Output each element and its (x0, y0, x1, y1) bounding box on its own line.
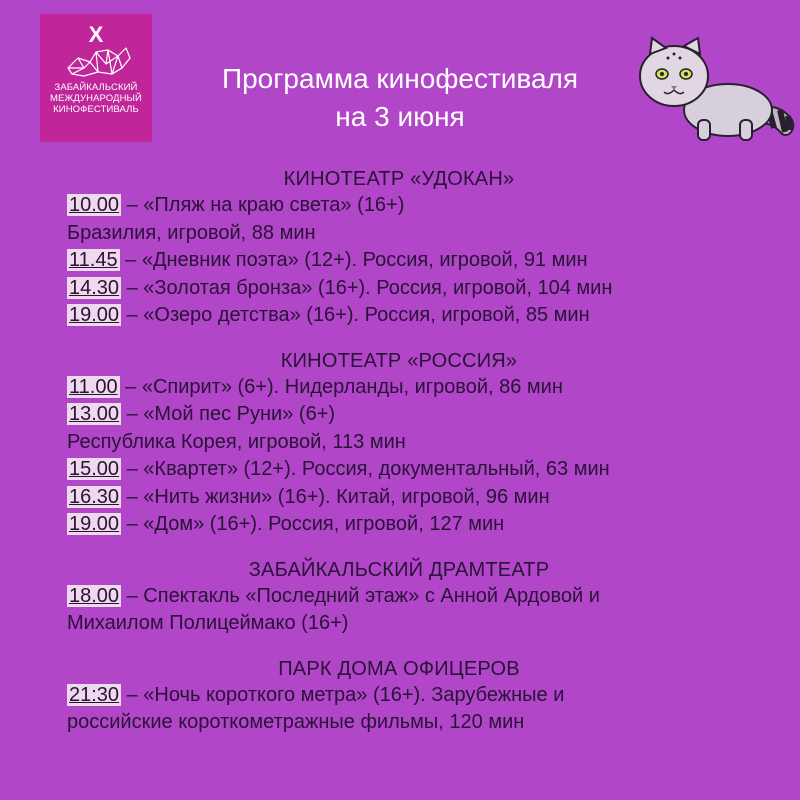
svg-text:X: X (88, 22, 104, 47)
showtime: 18.00 (69, 584, 120, 607)
event-text: – «Дом» (16+). Россия, игровой, 127 мин (121, 513, 505, 535)
showtime: 15.00 (69, 458, 120, 480)
schedule-line (67, 374, 787, 402)
schedule-line (67, 511, 787, 539)
showtime: 19.00 (69, 304, 120, 326)
event-text: – «Мой пес Руни» (6+) (121, 403, 336, 425)
showtime: 13.00 (69, 403, 120, 425)
schedule-line (67, 583, 787, 611)
event-text: – «Озеро детства» (16+). Россия, игровой, 85 мин (121, 304, 590, 326)
event-text: – «Квартет» (12+). Россия, документальный, 63 мин (121, 458, 610, 480)
logo-line: ЗАБАЙКАЛЬСКИЙ (54, 82, 138, 93)
schedule-line (67, 610, 787, 638)
showtime: 14.30 (69, 276, 120, 299)
event-text: – «Дневник поэта» (12+). Россия, игровой, 91 мин (119, 249, 588, 271)
schedule-line (67, 302, 787, 330)
venue-section (67, 557, 787, 638)
event-text: – «Золотая бронза» (16+). Россия, игровой, 104 мин (121, 276, 613, 299)
showtime: 10.00 (69, 194, 120, 216)
venue-section (67, 348, 787, 539)
event-text: Республика Корея, игровой, 113 мин (67, 430, 406, 453)
festival-logo-icon (54, 22, 138, 80)
schedule-line (67, 709, 787, 737)
schedule-line (67, 192, 787, 220)
schedule-line (67, 456, 787, 484)
event-text: – «Пляж на краю света» (16+) (121, 194, 405, 216)
event-text: – «Нить жизни» (16+). Китай, игровой, 96 мин (121, 485, 550, 508)
venue-title: КИНОТЕАТР «УДОКАН» (283, 168, 515, 190)
showtime: 21:30 (69, 683, 120, 706)
logo-line: КИНОФЕСТИВАЛЬ (53, 104, 139, 115)
schedule-line (67, 484, 787, 512)
venue-title: ПАРК ДОМА ОФИЦЕРОВ (278, 657, 520, 680)
title-line-2: на 3 июня (335, 101, 465, 132)
title-line-1: Программа кинофестиваля (221, 63, 579, 94)
schedule-line (67, 682, 787, 710)
event-text: – «Спирит» (6+). Нидерланды, игровой, 86 мин (119, 375, 563, 398)
event-text: – «Ночь короткого метра» (16+). Зарубежные и (121, 683, 565, 706)
logo-line: МЕЖДУНАРОДНЫЙ (50, 93, 142, 104)
page-title (160, 60, 640, 136)
schedule-line (67, 429, 787, 457)
schedule-line (67, 247, 787, 275)
event-text: – Спектакль «Последний этаж» с Анной Ардовой и (121, 584, 600, 607)
schedule-line (67, 220, 787, 248)
venue-section (67, 166, 787, 330)
showtime: 19.00 (69, 513, 120, 535)
schedule-line (67, 275, 787, 303)
event-text: российские короткометражные фильмы, 120 мин (67, 711, 525, 733)
event-text: Бразилия, игровой, 88 мин (67, 221, 316, 244)
showtime: 16.30 (69, 485, 120, 508)
event-text: Михаилом Полицеймако (16+) (67, 612, 349, 634)
schedule-line (67, 401, 787, 429)
festival-logo (40, 14, 152, 142)
manul-cat-mascot-icon (628, 24, 798, 146)
venue-title: ЗАБАЙКАЛЬСКИЙ ДРАМТЕАТР (248, 558, 550, 581)
schedule (67, 166, 787, 755)
showtime: 11.45 (69, 249, 118, 271)
venue-section (67, 656, 787, 737)
venue-title: КИНОТЕАТР «РОССИЯ» (280, 349, 518, 372)
festival-logo-text (50, 82, 142, 115)
showtime: 11.00 (69, 375, 118, 398)
